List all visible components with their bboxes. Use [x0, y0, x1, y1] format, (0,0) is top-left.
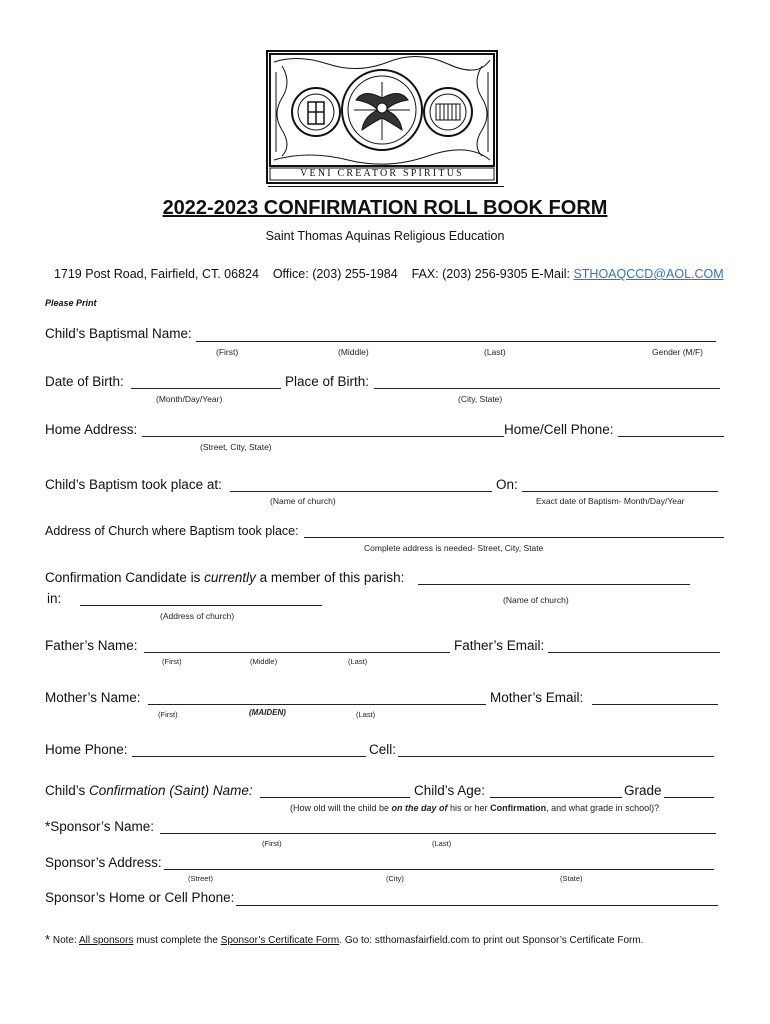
father-email-label: Father’s Email:: [454, 638, 545, 653]
parish-label-a: Confirmation Candidate is: [45, 570, 205, 585]
confirmation-name-label-a: Child’s: [45, 783, 90, 798]
baptism-on-field[interactable]: [522, 491, 718, 492]
sponsor-hint-state: (State): [560, 874, 583, 883]
home-cell-phone-label: Home/Cell Phone:: [504, 422, 614, 437]
sponsor-address-label: Sponsor’s Address:: [45, 855, 162, 870]
parish-label-b: a member of this parish:: [255, 570, 405, 585]
contact-text: 1719 Post Road, Fairfield, CT. 06824 Office: (203) 255-1984 FAX: (203) 256-9305 E-Mail:: [53, 267, 574, 281]
sponsor-name-label: *Sponsor’s Name:: [45, 819, 155, 834]
sponsor-hint-first: (First): [262, 839, 282, 848]
mother-hint-maiden: (MAIDEN): [249, 708, 286, 717]
church-address-field[interactable]: [304, 537, 724, 538]
mother-email-field[interactable]: [592, 704, 718, 705]
sponsor-note: [45, 932, 643, 947]
home-cell-phone-field[interactable]: [618, 436, 724, 437]
age-hint-d: Confirmation: [490, 803, 547, 813]
father-name-field[interactable]: [144, 652, 450, 653]
note-certificate-form: Sponsor’s Certificate Form: [220, 935, 340, 946]
dob-field[interactable]: [131, 388, 281, 389]
baptism-place-field[interactable]: [230, 491, 492, 492]
note-star: *: [45, 932, 51, 947]
confirmation-name-label: [45, 783, 253, 798]
email-link[interactable]: STHOAQCCD@AOL.COM: [573, 267, 724, 281]
parish-in-label: in:: [47, 591, 62, 606]
church-address-hint: Complete address is needed- Street, City, State: [364, 543, 544, 553]
baptismal-name-field[interactable]: [196, 341, 716, 342]
grade-field[interactable]: [664, 797, 714, 798]
note-all-sponsors: All sponsors: [78, 935, 134, 946]
age-hint: [290, 803, 659, 813]
parish-label: [45, 570, 404, 585]
mother-name-label: Mother’s Name:: [45, 690, 141, 705]
parish-address-field[interactable]: [80, 605, 322, 606]
cell-label: Cell:: [369, 742, 397, 757]
father-name-label: Father’s Name:: [45, 638, 138, 653]
sponsor-hint-street: (Street): [188, 874, 214, 883]
org-name: Saint Thomas Aquinas Religious Education: [265, 229, 505, 243]
home-address-field[interactable]: [142, 436, 504, 437]
age-hint-a: (How old will the child be: [290, 803, 392, 813]
grade-label: Grade: [624, 783, 662, 798]
hint-last: (Last): [484, 347, 506, 357]
home-address-label: Home Address:: [45, 422, 138, 437]
mother-hint-first: (First): [158, 710, 178, 719]
age-field[interactable]: [490, 797, 622, 798]
age-label: Child’s Age:: [414, 783, 486, 798]
sponsor-hint-last: (Last): [432, 839, 452, 848]
parish-label-em: currently: [204, 570, 256, 585]
parish-name-field[interactable]: [418, 584, 690, 585]
dob-hint: (Month/Day/Year): [156, 394, 223, 404]
logo-seal-icon: [268, 52, 496, 182]
pob-label: Place of Birth:: [285, 374, 370, 389]
home-address-hint: (Street, City, State): [200, 442, 272, 452]
confirmation-name-field[interactable]: [260, 797, 410, 798]
hint-gender: Gender (M/F): [652, 347, 704, 357]
baptism-place-label: Child’s Baptism took place at:: [45, 477, 222, 492]
cell-field[interactable]: [398, 756, 714, 757]
pob-field[interactable]: [374, 388, 720, 389]
note-a: Note:: [50, 935, 79, 946]
father-hint-last: (Last): [348, 657, 368, 666]
note-c: must complete the: [133, 935, 221, 946]
age-hint-e: , and what grade in school)?: [546, 803, 660, 813]
baptism-on-hint: Exact date of Baptism- Month/Day/Year: [536, 496, 685, 506]
hint-first: (First): [216, 347, 239, 357]
please-print: Please Print: [45, 298, 97, 308]
church-address-label: Address of Church where Baptism took place:: [45, 524, 299, 538]
contact-line: [47, 253, 724, 281]
baptism-on-label: On:: [496, 477, 518, 492]
mother-name-field[interactable]: [148, 704, 486, 705]
parish-name-hint: (Name of church): [503, 595, 569, 605]
dob-label: Date of Birth:: [45, 374, 124, 389]
logo-motto: VENI CREATOR SPIRITUS: [300, 168, 464, 179]
sponsor-phone-label: Sponsor’s Home or Cell Phone:: [45, 890, 235, 905]
parish-address-hint: (Address of church): [160, 611, 235, 621]
mother-email-label: Mother’s Email:: [490, 690, 584, 705]
logo-underline: [268, 186, 504, 187]
pob-hint: (City, State): [458, 394, 503, 404]
sponsor-phone-field[interactable]: [236, 905, 718, 906]
sponsor-address-field[interactable]: [164, 869, 714, 870]
baptismal-name-label: Child’s Baptismal Name:: [45, 326, 192, 341]
confirmation-name-label-em: Confirmation (Saint) Name:: [89, 783, 253, 798]
age-hint-c: his or her: [447, 803, 491, 813]
parish-logo: [266, 50, 498, 184]
form-title: 2022-2023 CONFIRMATION ROLL BOOK FORM: [162, 197, 608, 219]
mother-hint-last: (Last): [356, 710, 376, 719]
father-hint-first: (First): [162, 657, 182, 666]
age-hint-b: on the day of: [391, 803, 448, 813]
home-phone-label: Home Phone:: [45, 742, 128, 757]
sponsor-name-field[interactable]: [160, 833, 716, 834]
note-e: . Go to: stthomasfairfield.com to print out Sponsor’s Certificate Form.: [339, 935, 644, 946]
hint-middle: (Middle): [338, 347, 369, 357]
father-hint-middle: (Middle): [250, 657, 278, 666]
baptism-place-hint: (Name of church): [270, 496, 336, 506]
sponsor-hint-city: (City): [386, 874, 404, 883]
home-phone-field[interactable]: [132, 756, 366, 757]
father-email-field[interactable]: [548, 652, 720, 653]
